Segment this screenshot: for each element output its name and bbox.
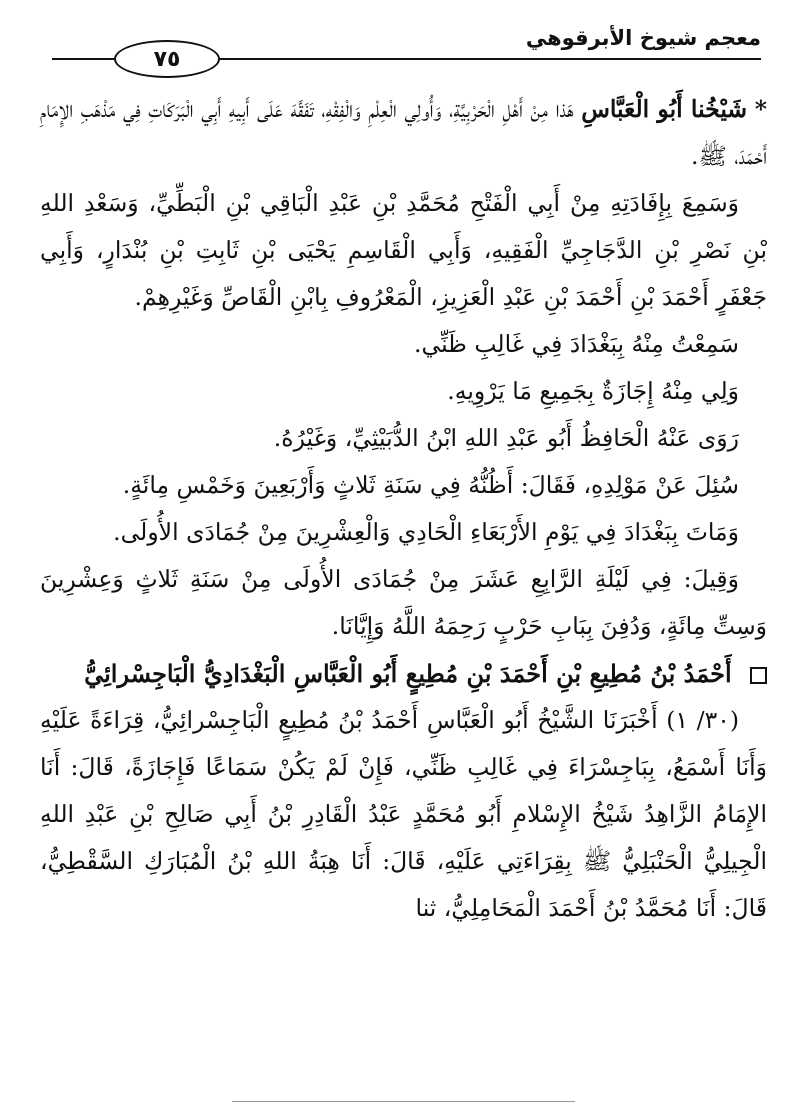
burial-paragraph: وَقِيلَ: فِي لَيْلَةِ الرَّابِعِ عَشَرَ مِنْ جُمَادَى الأُولَى مِنْ سَنَةِ ثَلاثٍ وَعِشْرِينَ وَسِتِّ مِائَةٍ، وَدُفِنَ بِبَابِ حَرْبٍ رَحِمَهُ اللَّهُ وَإِيَّانَا.	[40, 565, 767, 640]
biography-paragraph	[40, 86, 767, 180]
subject-name: شَيْخُنا أَبُو الْعَبَّاسِ	[581, 95, 748, 123]
page-number: ٧٥	[153, 46, 181, 72]
page-body	[40, 86, 767, 932]
star-marker: *	[754, 95, 767, 123]
entry-heading	[40, 650, 767, 697]
page-number-oval	[114, 40, 220, 78]
paragraph: وَلِي مِنْهُ إِجَازَةٌ بِجَمِيعِ مَا يَرْوِيهِ.	[447, 377, 739, 405]
square-bullet-icon	[750, 667, 767, 684]
teachers-paragraph: وَسَمِعَ بِإِفَادَتِهِ مِنْ أَبِي الْفَتْحِ مُحَمَّدِ بْنِ عَبْدِ الْبَاقِي بْنِ الْبَطِّيِّ، وَسَعْدِ اللهِ بْنِ نَصْرِ بْنِ الدَّجَاجِيِّ الْفَقِيهِ، وَأَبِي الْقَاسِمِ يَحْيَى بْنِ ثَابِتِ بْنِ بُنْدَارٍ، وَأَبِي جَعْفَرٍ أَحْمَدَ بْنِ أَحْمَدَ بْنِ عَبْدِ الْعَزِيزِ، الْمَعْرُوفِ بِابْنِ الْقَاصِّ وَغَيْرِهِمْ.	[40, 189, 767, 311]
page-header	[52, 24, 761, 76]
paragraph: سَمِعْتُ مِنْهُ بِبَغْدَادَ فِي غَالِبِ ظَنِّي.	[414, 330, 739, 358]
entry-heading-text: أَحْمَدُ بْنُ مُطِيعِ بْنِ أَحْمَدَ بْنِ مُطِيعٍ أَبُو الْعَبَّاسِ الْبَغْدَادِيُّ الْبَاجِسْرائِيُّ	[84, 659, 732, 688]
footer-rule	[232, 1101, 575, 1102]
birth-paragraph: سُئِلَ عَنْ مَوْلِدِهِ، فَقَالَ: أَظُنُّهُ فِي سَنَةِ ثَلاثٍ وَأَرْبَعِينَ وَخَمْسِ مِائَةٍ.	[122, 471, 739, 499]
death-paragraph: وَمَاتَ بِبَغْدَادَ فِي يَوْمِ الأَرْبَعَاءِ الْحَادِي وَالْعِشْرِينَ مِنْ جُمَادَى الأُولَى.	[113, 518, 739, 546]
hadith-chain-paragraph: (٣٠/ ١) أَخْبَرَنَا الشَّيْخُ أَبُو الْعَبَّاسِ أَحْمَدُ بْنُ مُطِيعٍ الْبَاجِسْرائِيُّ، قِرَاءَةً عَلَيْهِ وَأَنَا أَسْمَعُ، بِبَاجِسْرَاءَ فِي غَالِبِ ظَنِّي، فَإِنْ لَمْ يَكُنْ سَمَاعًا فَإِجَازَةً، قَالَ: أَنَا الإِمَامُ الزَّاهِدُ شَيْخُ الإِسْلامِ أَبُو مُحَمَّدٍ عَبْدُ الْقَادِرِ بْنُ أَبِي صَالِحِ بْنِ عَبْدِ اللهِ الْجِيلِيُّ الْحَنْبَلِيُّ ﷺ بِقِرَاءَتِي عَلَيْهِ، قَالَ: أَنَا هِبَةُ اللهِ بْنُ الْمُبَارَكِ السَّقْطِيُّ، قَالَ: أَنَا مُحَمَّدُ بْنُ أَحْمَدَ الْمَحَامِلِيُّ، ثنا	[40, 706, 767, 922]
paragraph: رَوَى عَنْهُ الْحَافِظُ أَبُو عَبْدِ اللهِ ابْنُ الدُّبَيْثِيِّ، وَغَيْرُهُ.	[273, 424, 739, 452]
paragraph-text: هَذا مِنْ أَهْلِ الْحَرْبِيَّةِ، وَأُولِي الْعِلْمِ وَالْفِقْهِ، تَفَقَّهَ عَلَى أَبِيهِ أَبِي الْبَرَكَاتِ فِي مَذْهَبِ الإِمَامِ أَحْمَدَ، ﷺ.	[40, 95, 767, 170]
running-title: معجم شيوخ الأبرقوهي	[525, 26, 761, 50]
